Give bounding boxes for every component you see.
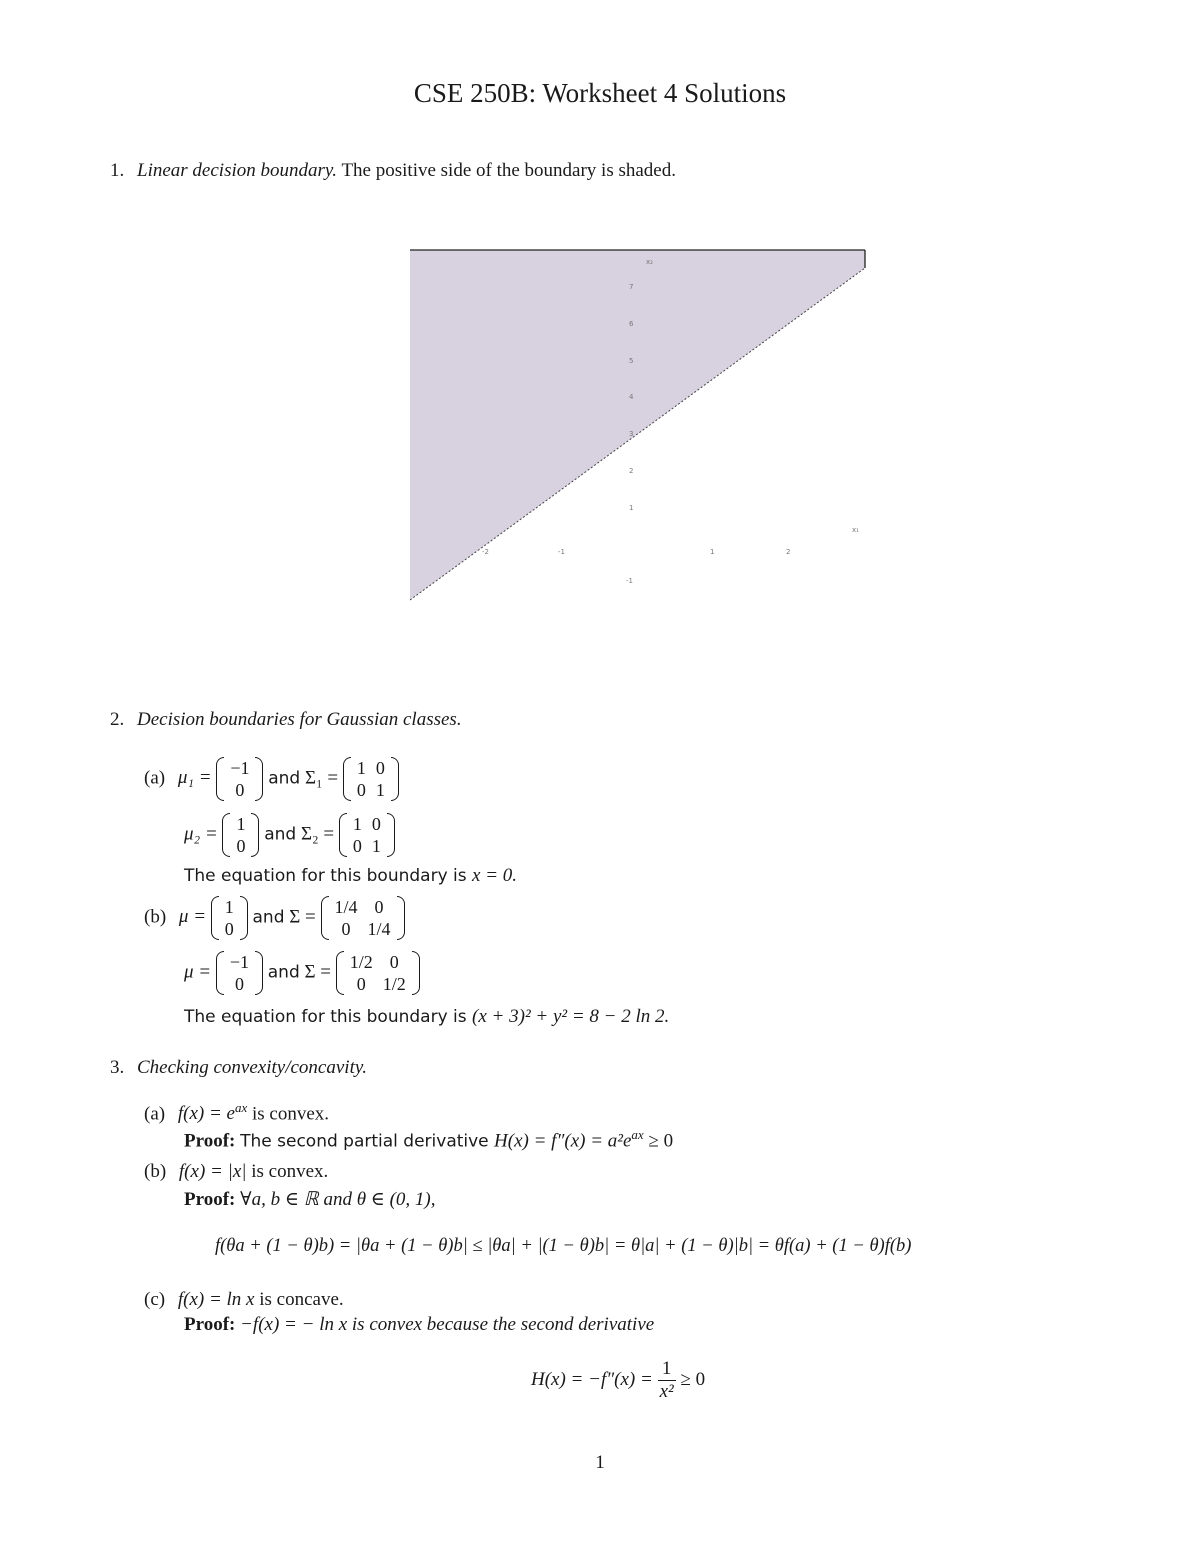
- q2b-sigma2-lhs: Σ =: [304, 961, 332, 983]
- tick-y2: 2: [629, 467, 634, 475]
- q2b-sigma2-matrix: 1/2 0 0 1/2: [336, 951, 420, 995]
- q3a-stmt-math: f(x) = e: [177, 1103, 235, 1125]
- decision-boundary-figure: [400, 240, 880, 610]
- q2b-row2: [184, 951, 420, 995]
- q2a-sigma2-lhs: Σ₂ =: [300, 823, 335, 845]
- q1-text: The positive side of the boundary is shaded.: [341, 160, 676, 181]
- q2-line: [110, 709, 462, 731]
- q3c-stmt-math: f(x) = ln x: [177, 1289, 255, 1310]
- q2a-eq-text: The equation for this boundary is: [184, 866, 473, 886]
- q3a-stmt-exp: ax: [234, 1100, 248, 1115]
- q3a-proof: [184, 1127, 673, 1152]
- q3b-proof-label: Proof:: [184, 1189, 236, 1210]
- q3c-proof: [184, 1314, 654, 1336]
- q3b-proof-math: ∀a, b ∈ ℝ and θ ∈ (0, 1),: [240, 1189, 436, 1210]
- q3-number: 3.: [110, 1057, 125, 1078]
- q1-number: 1.: [110, 160, 125, 181]
- q2b-sigma1-matrix: 1/4 0 0 1/4: [321, 896, 405, 940]
- q2b-and2: and: [267, 962, 300, 983]
- page-number: 1: [595, 1452, 605, 1473]
- axis-label-x1: x₁: [852, 526, 859, 534]
- q3c-proof-text: −f(x) = − ln x is convex because the second derivative: [235, 1314, 655, 1335]
- q2b-row1: [144, 896, 405, 940]
- q3b-statement: [144, 1161, 328, 1183]
- q3c-frac-den: x²: [659, 1381, 674, 1402]
- tick-x1: 1: [710, 548, 715, 556]
- q3b-proof: [184, 1188, 436, 1211]
- tick-y4: 4: [629, 393, 634, 401]
- q3c-label: (c): [144, 1289, 166, 1310]
- q3c-display-rhs: ≥ 0: [680, 1368, 706, 1390]
- q2a-mu2-vector: 1 0: [222, 813, 259, 857]
- q2b-mu1-vector: 1 0: [211, 896, 248, 940]
- q3c-statement: [144, 1289, 344, 1311]
- q2a-mu1-lhs: μ₁ =: [177, 767, 212, 789]
- q3a-proof-exp: ax: [631, 1127, 644, 1142]
- q2a-and2: and: [264, 824, 297, 845]
- q3c-proof-label: Proof:: [184, 1314, 236, 1335]
- q3b-label: (b): [144, 1161, 167, 1182]
- q2a-row2: [184, 813, 395, 857]
- page-title: CSE 250B: Worksheet 4 Solutions: [413, 78, 787, 108]
- q2b-mu2-vector: −1 0: [216, 951, 263, 995]
- q2a-equation: [184, 865, 517, 887]
- q2a-row1: [144, 757, 399, 801]
- q3c-frac-num: 1: [658, 1358, 676, 1381]
- q2b-eq-text: The equation for this boundary is: [184, 1007, 473, 1027]
- tick-y-neg1: -1: [626, 577, 633, 585]
- tick-y3: 3: [629, 430, 634, 438]
- tick-x-neg2: -2: [482, 548, 489, 556]
- q2a-mu1-vector: −1 0: [216, 757, 263, 801]
- q2a-sigma1-matrix: 1 0 0 1: [343, 757, 399, 801]
- q3c-display-equation: [531, 1358, 705, 1403]
- q2b-label: (b): [144, 906, 167, 928]
- q3a-proof-label: Proof:: [184, 1130, 236, 1152]
- q3a-stmt-text: is convex.: [247, 1103, 330, 1125]
- positive-region: [410, 250, 865, 600]
- q2a-eq-math: x = 0.: [472, 865, 518, 886]
- q3a-proof-math: H(x) = f″(x) = a²e: [494, 1130, 632, 1152]
- q2b-mu2-lhs: μ =: [184, 961, 212, 983]
- q2b-equation: [184, 1006, 669, 1028]
- q2b-and1: and: [252, 907, 285, 928]
- q3a-proof-tail: ≥ 0: [643, 1130, 674, 1152]
- axis-label-x2: x₂: [646, 258, 653, 266]
- tick-y1: 1: [629, 504, 634, 512]
- q2b-sigma1-lhs: Σ =: [289, 906, 316, 928]
- tick-y6: 6: [629, 320, 634, 328]
- q3b-stmt-math: f(x) = |x|: [178, 1161, 247, 1182]
- q2-heading: Decision boundaries for Gaussian classes.: [137, 709, 462, 730]
- tick-y5: 5: [629, 357, 634, 365]
- q2a-sigma1-lhs: Σ₁ =: [304, 767, 339, 789]
- tick-x2: 2: [786, 548, 791, 556]
- q1-heading: Linear decision boundary.: [137, 160, 338, 181]
- q2a-mu2-lhs: μ₂ =: [184, 823, 218, 845]
- q3c-display-lhs: H(x) = −f″(x) =: [531, 1368, 653, 1390]
- q2b-mu1-lhs: μ =: [178, 906, 207, 928]
- tick-x-neg1: -1: [558, 548, 565, 556]
- q3c-fraction: [658, 1358, 676, 1403]
- q2-number: 2.: [110, 709, 125, 730]
- tick-y7: 7: [629, 283, 634, 291]
- q3c-stmt-text: is concave.: [254, 1289, 344, 1310]
- q1-line: [110, 160, 676, 182]
- q2a-label: (a): [144, 767, 166, 789]
- q3-heading: Checking convexity/concavity.: [137, 1057, 367, 1078]
- q3-line: [110, 1057, 367, 1079]
- q2b-eq-math: (x + 3)² + y² = 8 − 2 ln 2.: [472, 1006, 670, 1027]
- q3b-display-equation: f(θa + (1 − θ)b) = |θa + (1 − θ)b| ≤ |θa| + |(1 − θ)b| = θ|a| + (1 − θ)|b| = θf(a) + (1 − θ)f(b): [215, 1236, 912, 1256]
- q3b-stmt-text: is convex.: [246, 1161, 329, 1182]
- q3a-label: (a): [144, 1103, 166, 1125]
- q2a-sigma2-matrix: 1 0 0 1: [339, 813, 395, 857]
- q3a-statement: [144, 1100, 329, 1125]
- q2a-and1: and: [268, 768, 301, 789]
- q3a-proof-text: The second partial derivative: [240, 1131, 495, 1152]
